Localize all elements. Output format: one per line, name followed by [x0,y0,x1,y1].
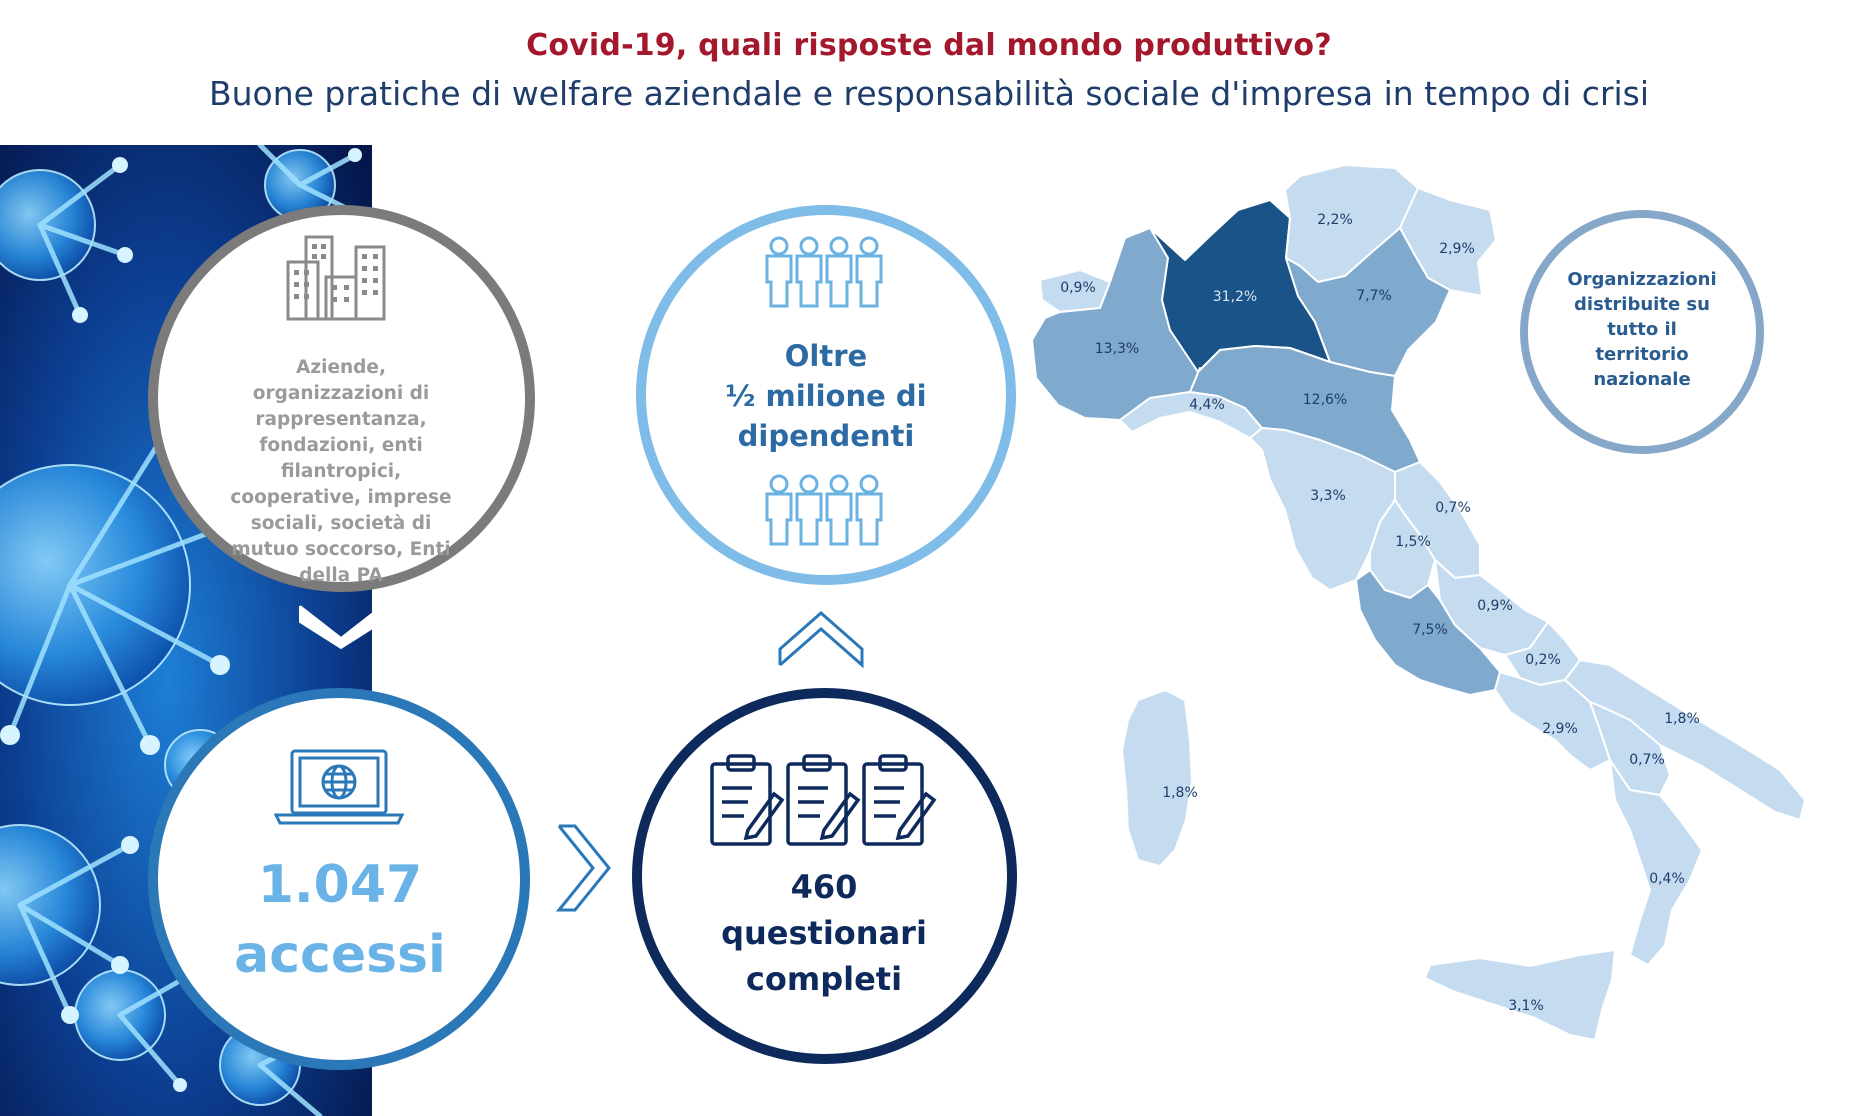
map-label-emilia-romagna: 12,6% [1302,392,1348,408]
people-group-icon [763,474,887,550]
map-label-friuli: 2,9% [1439,241,1475,257]
questionnaire-line2: completi [745,960,903,998]
map-label-sicilia: 3,1% [1508,998,1544,1014]
map-label-liguria: 4,4% [1189,397,1225,413]
map-label-trentino: 2,2% [1317,212,1353,228]
chevron-down-icon [296,600,386,654]
employees-line3: dipendenti [737,419,915,453]
map-label-valle-aosta: 0,9% [1060,280,1096,296]
questionnaire-number: 460 [790,868,858,906]
map-label-lazio: 7,5% [1412,622,1448,638]
access-number: 1.047 [257,855,423,915]
clipboard-icon [708,752,938,852]
map-label-calabria: 0,4% [1649,871,1685,887]
questionnaire-line1: questionari [721,914,927,952]
map-label-puglia: 1,8% [1664,711,1700,727]
map-label-sardegna: 1,8% [1162,785,1198,801]
distribution-note-line3: tutto il [1607,319,1677,340]
distribution-note-line4: territorio [1595,344,1689,365]
laptop-globe-icon [274,747,404,831]
organizations-text: Aziende, organizzazioni di rappresentanza, fondazioni, enti filantropici, cooperative, imprese sociali, società di mutuo soccorso, Enti della PA [230,357,452,586]
distribution-note-line1: Organizzazioni [1567,269,1717,290]
buildings-icon [286,232,392,326]
access-label: accessi [234,925,446,985]
distribution-note-line2: distribuite su [1574,294,1710,315]
map-label-basilicata: 0,7% [1629,752,1665,768]
map-label-toscana: 3,3% [1310,488,1346,504]
map-label-marche: 0,7% [1435,500,1471,516]
map-label-campania: 2,9% [1542,721,1578,737]
region-sicilia [1425,950,1615,1040]
distribution-note-line5: nazionale [1593,369,1691,390]
region-sardegna [1122,690,1192,866]
map-label-molise: 0,2% [1525,652,1561,668]
chevron-right-icon [553,822,613,918]
map-label-veneto: 7,7% [1356,288,1392,304]
employees-line1: Oltre [784,339,868,373]
map-label-lombardia: 31,2% [1212,289,1258,305]
people-group-icon [763,236,887,312]
map-label-piemonte: 13,3% [1094,341,1140,357]
map-label-umbria: 1,5% [1395,534,1431,550]
chevron-up-icon [776,607,866,673]
employees-line2: ½ milione di [725,379,927,413]
page-subtitle: Buone pratiche di welfare aziendale e responsabilità sociale d'impresa in tempo di crisi [208,74,1650,113]
map-label-abruzzo: 0,9% [1477,598,1513,614]
page-title: Covid-19, quali risposte dal mondo produttivo? [526,28,1332,63]
